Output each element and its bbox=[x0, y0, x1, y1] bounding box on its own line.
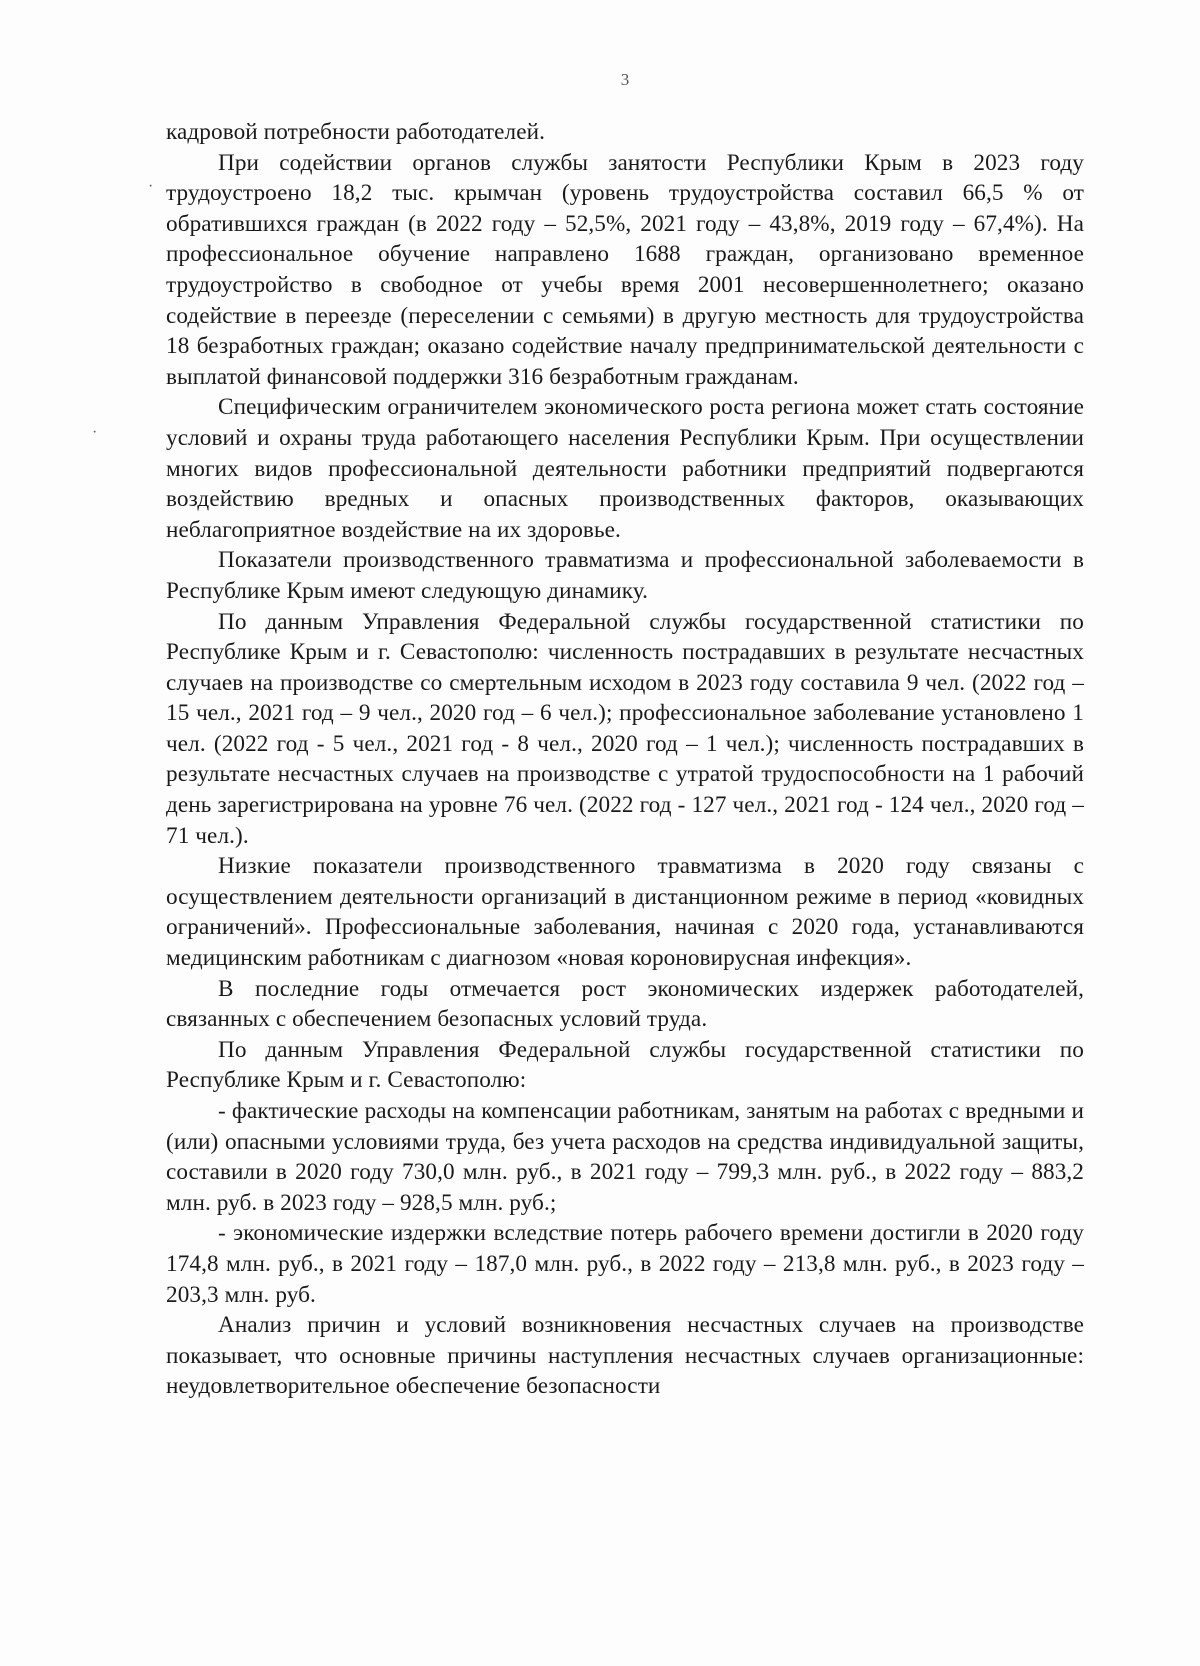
paragraph: Показатели производственного травматизма и профессиональной заболеваемости в Республике Крым имеют следующую динамику. bbox=[166, 547, 1084, 604]
list-item: - экономические издержки вследствие потерь рабочего времени достигли в 2020 году 174,8 млн. руб., в 2021 году – 187,0 млн. руб., в 2022 году – 213,8 млн. руб., в 2023 году – 203,3 млн. руб. bbox=[166, 1220, 1084, 1308]
paragraph: По данным Управления Федеральной службы государственной статистики по Республике Крым и г. Севастополю: bbox=[166, 1036, 1084, 1094]
margin-mark: · bbox=[148, 178, 154, 195]
paragraph: Специфическим ограничителем экономического роста региона может стать состояние условий и охраны труда работающего населения Республики Крым. При осуществлении многих видов профессиональной деятельности работники предприятий подвергаются воздействию вредных и опасных производственных факторов, оказывающих неблагоприятное воздействие на их здоровье. bbox=[166, 394, 1084, 543]
document-body bbox=[166, 117, 1084, 1402]
margin-mark: · bbox=[92, 424, 98, 441]
paragraph: При содействии органов службы занятости Республики Крым в 2023 году трудоустроено 18,2 тыс. крымчан (уровень трудоустройства составил 66,5 % от обратившихся граждан (в 2022 году – 52,5%, 2021 году – 43,8%, 2019 году – 67,4%). На профессиональное обучение направлено 1688 граждан, организовано временное трудоустройство в свободное от учебы время 2001 несовершеннолетнего; оказано содействие в переезде (переселении с семьями) в другую местность для трудоустройства 18 безработных граждан; оказано содействие началу предпринимательской деятельности с выплатой финансовой поддержки 316 безработным гражданам. bbox=[166, 149, 1084, 390]
page-number: 3 bbox=[620, 70, 630, 89]
paragraph: Анализ причин и условий возникновения несчастных случаев на производстве показывает, что основные причины наступления несчастных случаев организационные: неудовлетворительное обеспечение безопасности bbox=[166, 1312, 1084, 1400]
paragraph: В последние годы отмечается рост экономических издержек работодателей, связанных с обеспечением безопасных условий труда. bbox=[166, 975, 1084, 1033]
paragraph: По данным Управления Федеральной службы государственной статистики по Республике Крым и г. Севастополю: численность пострадавших в результате несчастных случаев на производстве со смертельным исходом в 2023 году составила 9 чел. (2022 год – 15 чел., 2021 год – 9 чел., 2020 год – 6 чел.); профессиональное заболевание установлено 1 чел. (2022 год - 5 чел., 2021 год - 8 чел., 2020 год – 1 чел.); численность пострадавших в результате несчастных случаев на производстве с утратой трудоспособности на 1 рабочий день зарегистрирована на уровне 76 чел. (2022 год - 127 чел., 2021 год - 124 чел., 2020 год – 71 чел.). bbox=[166, 608, 1084, 849]
list-item: - фактические расходы на компенсации работникам, занятым на работах с вредными и (или) опасными условиями труда, без учета расходов на средства индивидуальной защиты, составили в 2020 году 730,0 млн. руб., в 2021 году – 799,3 млн. руб., в 2022 году – 883,2 млн. руб. в 2023 году – 928,5 млн. руб.; bbox=[166, 1098, 1084, 1216]
paragraph: кадровой потребности работодателей. bbox=[166, 119, 545, 145]
paragraph: Низкие показатели производственного травматизма в 2020 году связаны с осуществлением деятельности организаций в дистанционном режиме в период «ковидных ограничений». Профессиональные заболевания, начиная с 2020 года, устанавливаются медицинским работникам с диагнозом «новая короновирусная инфекция». bbox=[166, 853, 1084, 972]
